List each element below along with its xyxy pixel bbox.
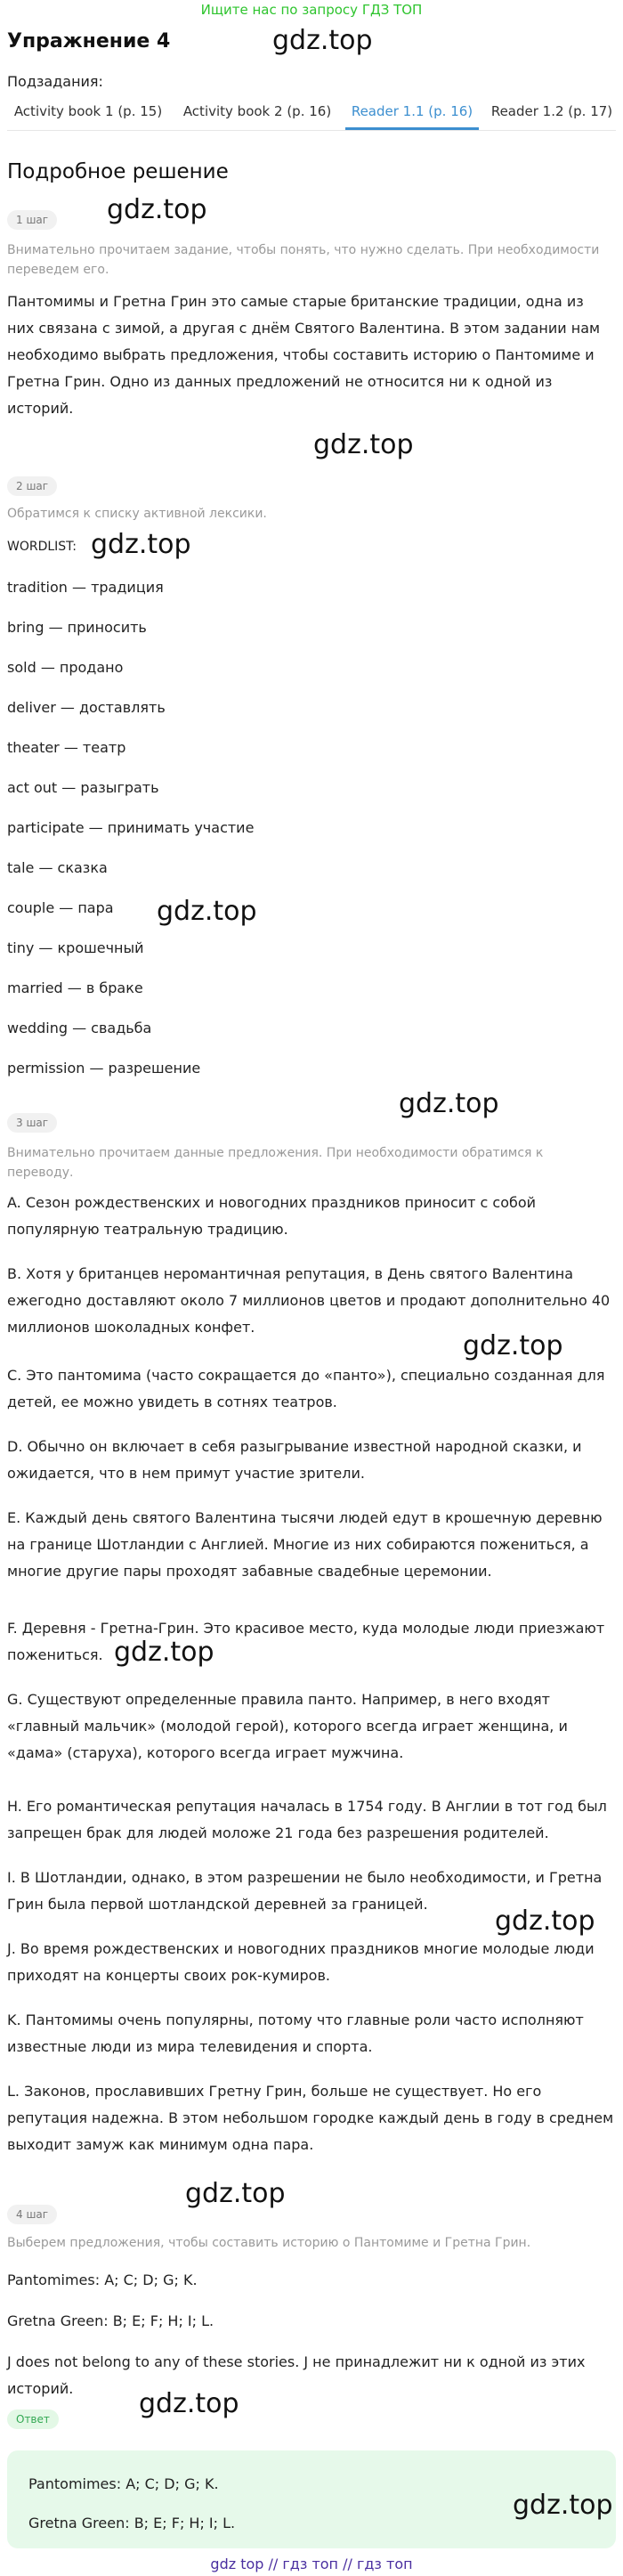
- wordlist-item: wedding — свадьба: [7, 1020, 152, 1036]
- step-hint: Внимательно прочитаем данные предложения. При необходимости обратимся к переводу.: [7, 1146, 544, 1180]
- result-line: Gretna Green: B; E; F; H; I; L.: [7, 2312, 214, 2329]
- wordlist-item: tale — сказка: [7, 859, 108, 876]
- result-line: Pantomimes: A; C; D; G; K.: [7, 2271, 198, 2288]
- watermark: gdz.top: [91, 529, 191, 560]
- sentence: I. В Шотландии, однако, в этом разрешении не было необходимости, и Гретна Грин была первой шотландской деревней за границей.: [7, 1869, 603, 1913]
- subtask-tabs: [7, 94, 616, 131]
- exercise-title: Упражнение 4: [7, 30, 171, 53]
- footer-links[interactable]: gdz top // гдз топ // гдз топ: [210, 2556, 413, 2572]
- answer-badge: Ответ: [7, 2409, 59, 2429]
- watermark: gdz.top: [272, 25, 373, 56]
- watermark: gdz.top: [513, 2490, 613, 2521]
- watermark: gdz.top: [157, 896, 257, 927]
- step-badge: 2 шаг: [7, 476, 57, 496]
- step-badge: 4 шаг: [7, 2205, 57, 2224]
- step-hint: Обратимся к списку активной лексики.: [7, 507, 267, 521]
- sentence: A. Сезон рождественских и новогодних праздников приносит с собой популярную театральную традицию.: [7, 1194, 537, 1238]
- subtasks-label: Подзадания:: [7, 73, 103, 90]
- step-text: Пантомимы и Гретна Грин это самые старые британские традиции, одна из них связана с зимой, а другая с днём Святого Валентина. В этом задании нам необходимо выбрать предложения, чтобы составить историю о Пантомиме и Гретна Грин. Одно из данных предложений не относится ни к одной из историй.: [7, 293, 601, 417]
- wordlist-item: theater — театр: [7, 739, 126, 756]
- wordlist-item: tiny — крошечный: [7, 939, 144, 956]
- sentence: D. Обычно он включает в себя разыгрывание известной народной сказки, и ожидается, что в нем примут участие зрители.: [7, 1438, 582, 1482]
- tab-activity-book-1[interactable]: Activity book 1 (p. 15): [13, 103, 163, 119]
- tab-activity-book-2[interactable]: Activity book 2 (p. 16): [182, 103, 332, 119]
- wordlist-item: sold — продано: [7, 659, 124, 676]
- wordlist-item: permission — разрешение: [7, 1060, 201, 1077]
- sentence: J. Во время рождественских и новогодних праздников многие молодые люди приходят на концерты своих рок-кумиров.: [7, 1940, 595, 1984]
- step-hint: Внимательно прочитаем задание, чтобы понять, что нужно сделать. При необходимости переведем его.: [7, 243, 600, 277]
- watermark: gdz.top: [313, 429, 414, 460]
- wordlist-item: deliver — доставлять: [7, 699, 166, 716]
- wordlist-label: WORDLIST:: [7, 540, 77, 554]
- section-title: Подробное решение: [7, 160, 229, 183]
- sentence: C. Это пантомима (часто сокращается до «панто»), специально созданная для детей, ее можно увидеть в сотнях театров.: [7, 1367, 605, 1410]
- wordlist-item: married — в браке: [7, 979, 143, 996]
- sentence: K. Пантомимы очень популярны, потому что главные роли часто исполняют известные люди из мира телевидения и спорта.: [7, 2011, 584, 2055]
- tab-reader-1-2[interactable]: Reader 1.2 (p. 17): [490, 103, 613, 119]
- watermark: gdz.top: [139, 2388, 239, 2419]
- wordlist-item: couple — пара: [7, 899, 114, 916]
- sentence: H. Его романтическая репутация началась в 1754 году. В Англии в тот год был запрещен брак для людей моложе 21 года без разрешения родителей.: [7, 1798, 607, 1841]
- search-banner: Ищите нас по запросу ГДЗ ТОП: [200, 2, 423, 18]
- watermark: gdz.top: [107, 194, 207, 225]
- tab-reader-1-1[interactable]: Reader 1.1 (p. 16): [345, 94, 479, 130]
- step-badge: 3 шаг: [7, 1113, 57, 1133]
- watermark: gdz.top: [114, 1637, 214, 1668]
- result-line: J does not belong to any of these stories. J не принадлежит ни к одной из этих историй.: [7, 2353, 586, 2397]
- sentence: E. Каждый день святого Валентина тысячи людей едут в крошечную деревню на границе Шотландии с Англией. Многие из них собираются пожениться, а многие другие пары проходят забавные свадебные церемонии.: [7, 1509, 603, 1580]
- wordlist-item: act out — разыграть: [7, 779, 159, 796]
- step-badge: 1 шаг: [7, 210, 57, 230]
- wordlist-item: participate — принимать участие: [7, 819, 255, 836]
- answer-line: Gretna Green: B; E; F; H; I; L.: [28, 2515, 236, 2531]
- sentence: B. Хотя у британцев неромантичная репутация, в День святого Валентина ежегодно доставляют около 7 миллионов цветов и продают дополнительно 40 миллионов шоколадных конфет.: [7, 1265, 611, 1336]
- watermark: gdz.top: [495, 1906, 595, 1937]
- sentence: G. Существуют определенные правила панто. Например, в него входят «главный мальчик» (молодой герой), которого всегда играет женщина, и «дама» (старуха), которого всегда играет мужчина.: [7, 1691, 568, 1761]
- watermark: gdz.top: [399, 1088, 499, 1119]
- sentence: L. Законов, прославивших Гретну Грин, больше не существует. Но его репутация надежна. В этом небольшом городке каждый день в году в среднем выходит замуж как минимум одна пара.: [7, 2083, 614, 2153]
- step-hint: Выберем предложения, чтобы составить историю о Пантомиме и Гретна Грин.: [7, 2236, 531, 2250]
- watermark: gdz.top: [463, 1330, 563, 1361]
- wordlist-item: bring — приносить: [7, 619, 147, 636]
- watermark: gdz.top: [185, 2178, 286, 2209]
- sentence: F. Деревня - Гретна-Грин. Это красивое место, куда молодые люди приезжают пожениться.: [7, 1620, 605, 1663]
- answer-line: Pantomimes: A; C; D; G; K.: [28, 2475, 219, 2492]
- wordlist-item: tradition — традиция: [7, 579, 164, 596]
